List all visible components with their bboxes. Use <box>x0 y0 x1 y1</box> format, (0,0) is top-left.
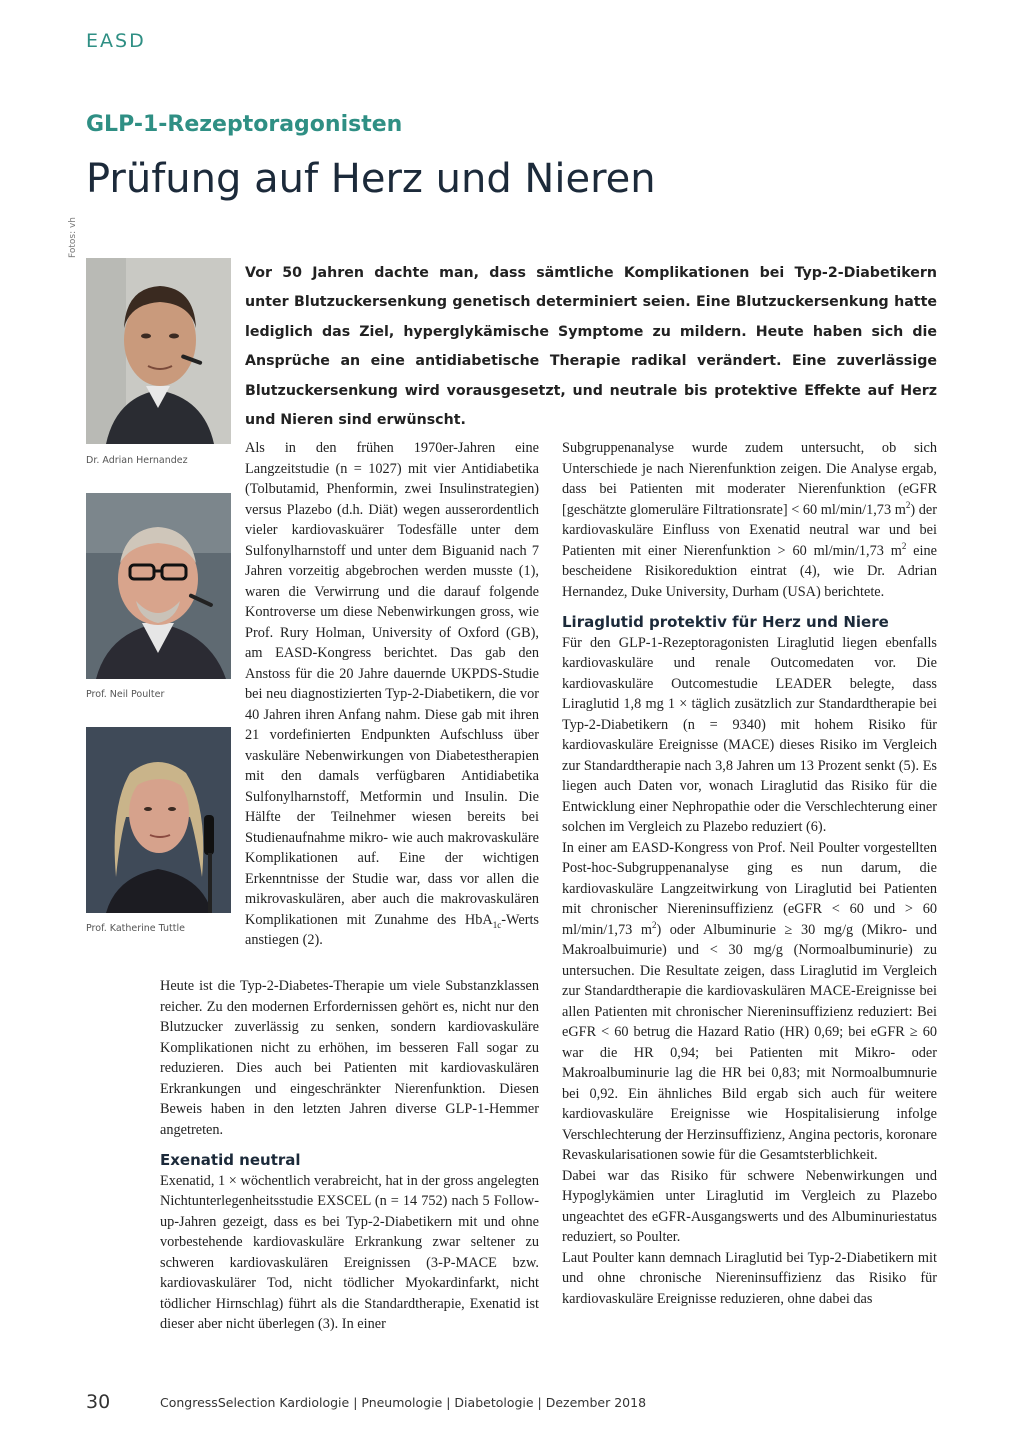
body-paragraph: Dabei war das Risiko für schwere Nebenwirkungen und Hypoglykämien unter Liraglutid im Vergleich zu Plazebo ungeachtet des eGFR-Ausgangswerts und des Albuminuriestatus reduziert, so Poulter. <box>562 1167 937 1245</box>
body-paragraph: Subgruppenanalyse wurde zudem untersucht, ob sich Unterschiede je nach Nierenfunktion zeigen. Die Analyse ergab, dass bei Patienten mit moderater Nierenfunktion (eGFR [geschätzte glomeruläre Filtrationsrate] < 60 ml/min/1,73 $m^2$) der kardiovaskuläre Einfluss von Exenatid neutral war und bei Patienten mit einer Nierenfunktion > 60 ml/min/1,73 $m^2$ eine bescheidene Risikoreduktion eintrat (4), wie Dr. Adrian Hernandez, Duke University, Durham (USA) berichtete. <box>562 440 937 600</box>
body-column-1 <box>245 438 539 951</box>
body-paragraph: Heute ist die Typ-2-Diabetes-Therapie um viele Substanzklassen reicher. Zu den modernen Erfordernissen gehört es, nicht nur den Blutzucker zuverlässig zu senken, sondern kardiovaskuläre Komplikationen nicht zu erhöhen, im besseren Fall sogar zu reduzieren. Dies auch bei Patienten mit kardiovaskulären Erkrankungen und eingeschränkter Nierenfunktion. Diesen Beweis haben in den letzten Jahren diverse GLP-1-Hemmer angetreten. <box>160 978 539 1138</box>
body-paragraph: Als in den frühen 1970er-Jahren eine Langzeitstudie (n = 1027) mit vier Antidiabetika (Tolbutamid, Phenformin, zwei Insulinstrategien) versus Plazebo (d.h. Diät) wegen ausserordentlich vieler kardiovaskuärer Todesfälle unter dem Sulfonylharnstoff und unter dem Biguanid nach 7 Jahren vorzeitig abgebrochen werden musste (1), waren die Verwirrung und die darauf folgende Kontroverse um diese Nebenwirkungen gross, wie Prof. Rury Holman, University of Oxford (GB), am EASD-Kongress berichtet. Das gab den Anstoss für die 20 Jahre dauernde UKPDS-Studie bei neu diagnostizierten Typ-2-Diabetikern, die vor 40 Jahren ihren Anfang nahm. Diese gab mit ihren 21 vordefinierten Endpunkten Aufschluss über vaskuläre Nebenwirkungen von Diabetestherapien mit den damals verfügbaren Antidiabetika Sulfonylharnstoff, Metformin und Insulin. Die Hälfte der Teilnehmer wiesen bereits bei Studienaufnahme mikro- wie auch makrovaskuläre Komplikationen auf. Eine der wichtigen Erkenntnisse der Studie war, dass vor allen die mikrovaskulären, aber auch die makrovaskulären Komplikationen mit Zunahme des HbA$_{1c}$-Werts anstiegen (2). <box>245 440 539 948</box>
section-label: EASD <box>86 30 146 52</box>
photo-katherine-tuttle <box>86 727 231 913</box>
photo-caption: Dr. Adrian Hernandez <box>86 455 188 466</box>
article-headline: Prüfung auf Herz und Nieren <box>86 156 656 202</box>
body-paragraph: Exenatid, 1 × wöchentlich verabreicht, hat in der gross angelegten Nichtunterlegenheitsstudie EXSCEL (n = 14 752) nach 5 Follow-up-Jahren gezeigt, dass es bei Typ-2-Diabetikern mit und ohne vorbestehende kardiovaskuläre Erkrankung zwar seltener zu schweren kardiovaskulären Ereignissen (3-P-MACE bzw. kardiovaskulärer Tod, nicht tödlicher Myokardinfarkt, nicht tödlicher Hirnschlag) führt als die Standardtherapie, Exenatid ist dieser aber nicht überlegen (3). In einer <box>160 1172 539 1332</box>
page-number: 30 <box>86 1391 111 1413</box>
photo-neil-poulter <box>86 493 231 679</box>
body-paragraph: Für den GLP-1-Rezeptoragonisten Liraglutid liegen ebenfalls kardiovaskuläre und renale Outcomedaten vor. Die kardiovaskuläre Outcomestudie LEADER belegte, dass Liraglutid 1,8 mg 1 × täglich zusätzlich zur Standardtherapie bei Typ-2-Diabetikern (n = 9340) mit hohem Risiko für kardiovaskuläre Ereignisse (MACE) dieses Risiko im Vergleich zur Standardtherapie nach 3,8 Jahren um 13 Prozent senkt (5). Es liegen auch Daten vor, wonach Liraglutid das Risiko für die Entwicklung einer Nephropathie oder die Verschlechterung einer solchen im Vergleich zu Plazebo reduziert (6). <box>562 634 937 835</box>
article-kicker: GLP-1-Rezeptoragonisten <box>86 112 403 137</box>
subheading-exenatid: Exenatid neutral <box>160 1151 301 1169</box>
photo-adrian-hernandez <box>86 258 231 444</box>
publication-footer: CongressSelection Kardiologie | Pneumologie | Diabetologie | Dezember 2018 <box>160 1395 647 1410</box>
body-paragraph: In einer am EASD-Kongress von Prof. Neil Poulter vorgestellten Post-hoc-Subgruppenanalyse ging es nun darum, die kardiovaskuläre Langzeitwirkung von Liraglutid bei Patienten mit chronischer Niereninsuffizienz (eGFR < 60 und > 60 ml/min/1,73 $m^2$) oder Albuminurie ≥ 30 mg/g (Mikro- und Makroalbuimurie) und < 30 mg/g (Normoalbuminurie) zu untersuchen. Die Resultate zeigen, dass Liraglutid im Vergleich zur Standardtherapie die kardiovaskulären MACE-Ereignisse bei allen Patienten mit chronischer Niereninsuffizienz reduziert: Bei eGFR < 60 betrug die Hazard Ratio (HR) 0,69; bei eGFR ≥ 60 war die HR 0,94; bei Patienten mit Mikro- oder Makroalbuminurie lag die HR bei 0,83; mit Normoalbumnurie bei 0,92. Ein ähnliches Bild ergab sich auch für weitere kardiovaskuläre Ereignisse wie Hospitalisierung infolge Verschlechterung der Herzinsuffizienz, Angina pectoris, koronare Revaskularisationen sowie für die Gesamtsterblichkeit. <box>562 839 937 1163</box>
photo-credit: Fotos: vh <box>68 216 78 258</box>
body-column-1-continued <box>160 976 539 1335</box>
photo-caption: Prof. Katherine Tuttle <box>86 923 185 934</box>
subheading-liraglutid: Liraglutid protektiv für Herz und Niere <box>562 613 889 631</box>
body-paragraph: Laut Poulter kann demnach Liraglutid bei Typ-2-Diabetikern mit und ohne chronische Niereninsuffizienz das Risiko für kardiovaskuläre Ereignisse reduzieren, ohne dabei das <box>562 1249 937 1307</box>
article-lead: Vor 50 Jahren dachte man, dass sämtliche Komplikationen bei Typ-2-Diabetikern unter Blutzuckersenkung genetisch determiniert seien. Eine Blutzuckersenkung hatte lediglich das Ziel, hyperglykämische Symptome zu mildern. Heute haben sich die Ansprüche an eine antidiabetische Therapie radikal verändert. Eine zuverlässige Blutzuckersenkung wird vorausgesetzt, und neutrale bis protektive Effekte auf Herz und Nieren sind erwünscht. <box>245 265 937 429</box>
photo-caption: Prof. Neil Poulter <box>86 689 165 700</box>
body-column-2 <box>562 438 937 1309</box>
